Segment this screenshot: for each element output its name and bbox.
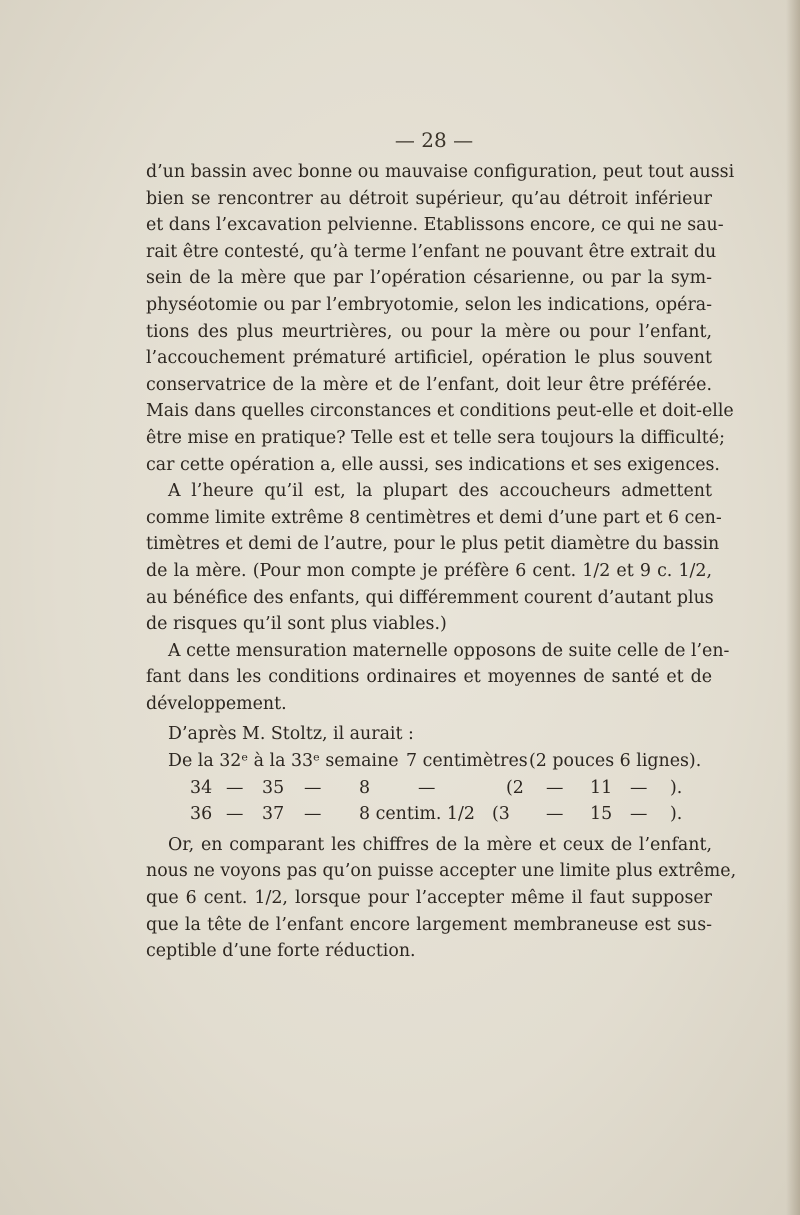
text-line: bien se rencontrer au détroit supérieur, qu’au détroit inférieur (146, 188, 712, 209)
table-cell: — (630, 804, 648, 825)
table-cell-inches: (2 pouces 6 lignes). (529, 751, 702, 772)
text-line: A l’heure qu’il est, la plupart des accoucheurs admettent (168, 481, 712, 502)
measurement-table (146, 748, 712, 828)
table-row (146, 748, 712, 775)
text-line: nous ne voyons pas qu’on puisse accepter une limite plus extrême, (146, 861, 737, 882)
text-line: que la tête de l’enfant encore largement membraneuse est sus- (146, 914, 712, 935)
table-cell: 36 (190, 804, 213, 825)
text-line: de la mère. (Pour mon compte je préfère 6 cent. 1/2 et 9 c. 1/2, (146, 560, 712, 581)
text-line: A cette mensuration maternelle opposons de suite celle de l’en- (168, 640, 730, 661)
text-line: timètres et demi de l’autre, pour le plus petit diamètre du bassin (146, 534, 720, 555)
text-line: développement. (146, 693, 287, 714)
table-cell: — (226, 804, 244, 825)
text-line: au bénéfice des enfants, qui différemment courent d’autant plus (146, 587, 714, 608)
text-line: et dans l’excavation pelvienne. Etablissons encore, ce qui ne sau- (146, 215, 724, 236)
text-line: que 6 cent. 1/2, lorsque pour l’accepter même il faut supposer (146, 888, 712, 909)
table-row (146, 775, 712, 802)
table-cell: 15 (590, 804, 613, 825)
table-cell: — (304, 777, 322, 798)
page-edge-shadow (786, 0, 800, 1215)
text-line: conservatrice de la mère et de l’enfant, doit leur être préférée. (146, 374, 712, 395)
table-cell: ). (670, 777, 683, 798)
text-line: Or, en comparant les chiffres de la mère et ceux de l’enfant, (168, 834, 712, 855)
table-cell: ). (670, 804, 683, 825)
table-cell: (2 (506, 777, 524, 798)
table-cell: 11 (590, 777, 613, 798)
table-cell: — (226, 777, 244, 798)
text-line: l’accouchement prématuré artificiel, opération le plus souvent (146, 348, 712, 369)
table-cell: (3 (492, 804, 510, 825)
table-cell: — (546, 777, 564, 798)
table-cell: 37 (262, 804, 285, 825)
text-line: de risques qu’il sont plus viables.) (146, 614, 447, 635)
paragraph-3 (146, 638, 730, 718)
text-line: comme limite extrême 8 centimètres et demi d’une part et 6 cen- (146, 507, 722, 528)
text-line: sein de la mère que par l’opération césarienne, ou par la sym- (146, 268, 712, 289)
table-cell-cm: 7 centimètres (406, 751, 528, 772)
table-cell: 8 (359, 777, 371, 798)
paragraph-2 (146, 478, 722, 638)
table-cell: 8 centim. 1/2 (359, 804, 475, 825)
text-line: tions des plus meurtrières, ou pour la mère ou pour l’enfant, (146, 321, 712, 342)
page-text (146, 159, 737, 965)
stoltz-intro: D’après M. Stoltz, il aurait : (168, 724, 414, 745)
paragraph-1 (146, 159, 735, 478)
page-number: — 28 — (394, 128, 474, 152)
table-cell: 34 (190, 777, 213, 798)
text-line: Mais dans quelles circonstances et conditions peut-elle et doit-elle (146, 401, 734, 422)
table-cell-weeks: De la 32ᵉ à la 33ᵉ semaine (168, 751, 399, 772)
text-line: être mise en pratique? Telle est et telle sera toujours la difficulté; (146, 427, 725, 448)
table-cell: 35 (262, 777, 285, 798)
text-line: fant dans les conditions ordinaires et moyennes de santé et de (146, 667, 712, 688)
table-cell: — (304, 804, 322, 825)
table-cell: — (546, 804, 564, 825)
table-cell: — (630, 777, 648, 798)
table-row (146, 801, 712, 828)
text-line: rait être contesté, qu’à terme l’enfant ne pouvant être extrait du (146, 241, 717, 262)
paragraph-4 (146, 832, 737, 965)
table-cell: — (418, 777, 436, 798)
text-line: d’un bassin avec bonne ou mauvaise configuration, peut tout aussi (146, 162, 735, 182)
text-line: physéotomie ou par l’embryotomie, selon les indications, opéra- (146, 294, 712, 315)
text-line: car cette opération a, elle aussi, ses indications et ses exigences. (146, 454, 720, 475)
text-line: ceptible d’une forte réduction. (146, 941, 416, 962)
